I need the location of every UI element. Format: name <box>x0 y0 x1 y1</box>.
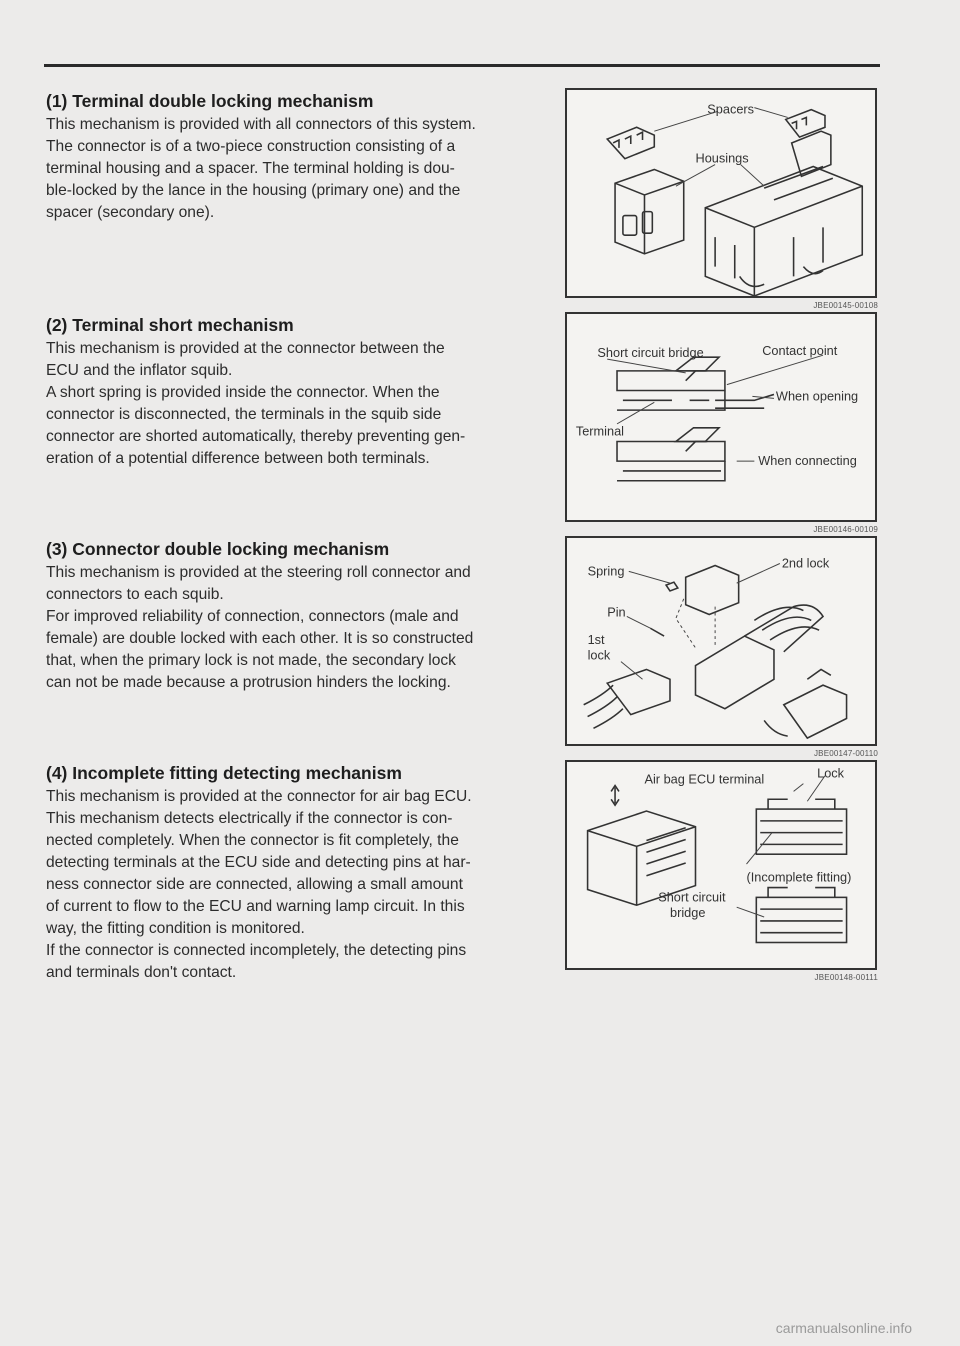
section-heading: (4) Incomplete fitting detecting mechanism <box>46 763 402 783</box>
label-second-lock: 2nd lock <box>781 555 830 571</box>
label-bridge: bridge <box>669 904 706 920</box>
label-air-bag-ecu-terminal: Air bag ECU terminal <box>644 771 765 787</box>
section-body: This mechanism is provided at the connector between the ECU and the inflator squib. A short spring is provided inside the connector. When the connector is disconnected, the terminals in the squib side connector are shorted automatically, thereby preventing gen- eration of a potential difference between both terminals. <box>46 340 466 467</box>
label-contact-point: Contact point <box>762 343 838 359</box>
ecu-connector-illustration <box>567 762 875 968</box>
figure-short-circuit <box>565 312 877 522</box>
section-body: This mechanism is provided at the steering roll connector and connectors to each squib. For improved reliability of connection, connectors (male and female) are double locked with each other. It is so constructed that, when the primary lock is not made, the secondary lock can not be made because a protrusion hinders the locking. <box>46 564 474 691</box>
figure-incomplete-fitting <box>565 760 877 970</box>
double-lock-illustration <box>567 538 875 744</box>
figure-code: JBE00147-00110 <box>813 749 878 758</box>
label-terminal: Terminal <box>575 423 625 439</box>
label-first-lock-2: lock <box>587 647 611 663</box>
section-body: This mechanism is provided at the connector for air bag ECU. This mechanism detects electrically if the connector is con- nected completely. When the connector is fit completely, the detecting terminals at the ECU side and detecting pins at har- ness connector side are connected, allowing a small amount of current to flow to the ECU and warning lamp circuit. In this way, the fitting condition is monitored. If the connector is connected incompletely, the detecting pins and terminals don't contact. <box>46 788 472 981</box>
label-first-lock: 1st <box>587 631 605 647</box>
section-connector-double-locking <box>46 538 534 694</box>
label-short-circuit: Short circuit <box>658 889 726 905</box>
section-heading: (2) Terminal short mechanism <box>46 315 294 335</box>
figure-code: JBE00145-00108 <box>813 301 878 310</box>
label-short-circuit-bridge: Short circuit bridge <box>597 345 704 361</box>
section-heading: (3) Connector double locking mechanism <box>46 539 390 559</box>
label-spring: Spring <box>587 563 625 579</box>
label-when-connecting: When connecting <box>758 453 857 469</box>
label-incomplete-fitting: (Incomplete fitting) <box>746 869 852 885</box>
section-incomplete-fitting <box>46 762 534 984</box>
section-terminal-short <box>46 314 534 470</box>
section-body: This mechanism is provided with all connectors of this system. The connector is of a two-piece construction consisting of a terminal housing and a spacer. The terminal holding is dou- ble-locked by the lance in the housing (primary one) and the spacer (secondary one). <box>46 116 476 221</box>
terminal-short-illustration <box>567 314 875 520</box>
label-when-opening: When opening <box>775 388 859 404</box>
section-heading: (1) Terminal double locking mechanism <box>46 91 374 111</box>
label-pin: Pin <box>607 604 626 620</box>
figure-code: JBE00148-00111 <box>814 973 878 982</box>
top-rule <box>44 64 880 67</box>
label-housings: Housings <box>695 150 749 166</box>
connector-illustration <box>567 90 875 296</box>
figure-code: JBE00146-00109 <box>813 525 878 534</box>
footer-watermark: carmanualsonline.info <box>775 1320 912 1336</box>
label-spacers: Spacers <box>707 101 755 117</box>
figure-spacers-housings <box>565 88 877 298</box>
label-lock: Lock <box>817 765 845 781</box>
section-terminal-double-locking <box>46 90 534 224</box>
figure-double-lock <box>565 536 877 746</box>
